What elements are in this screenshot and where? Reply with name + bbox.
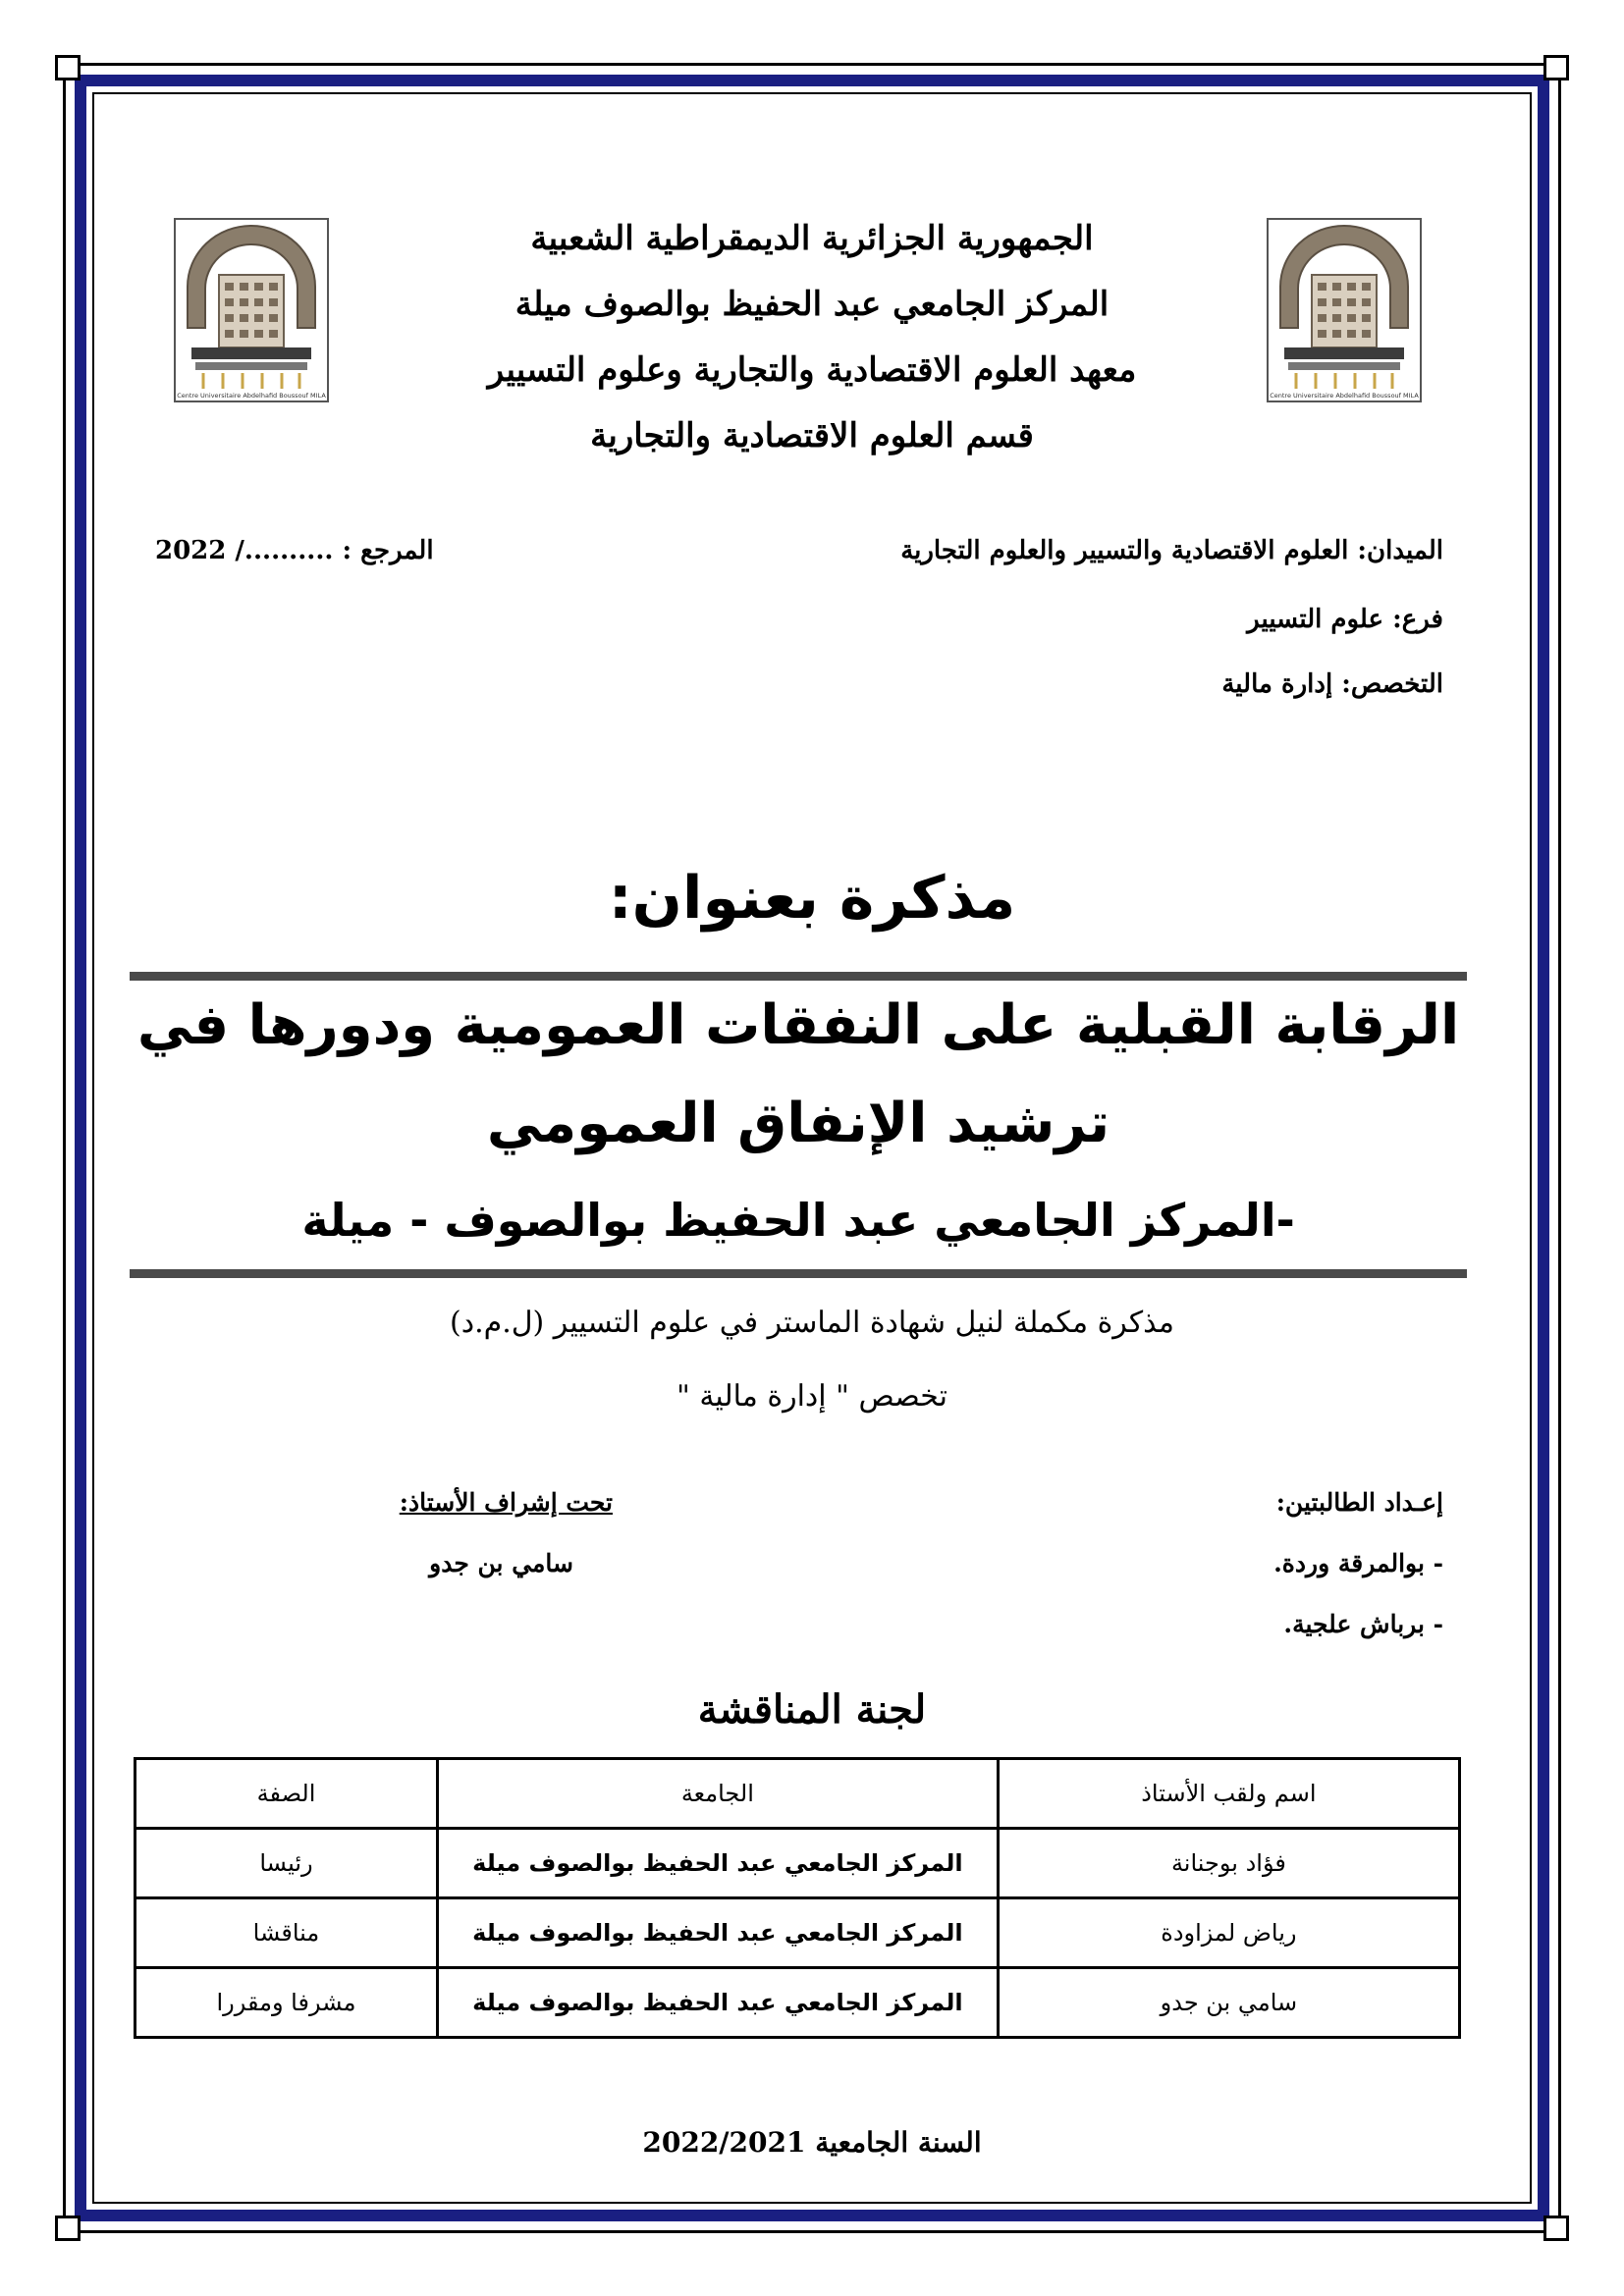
meta-specialty: التخصص: إدارة مالية xyxy=(1221,669,1443,699)
column-header-university: الجامعة xyxy=(437,1759,998,1829)
degree-description: مذكرة مكملة لنيل شهادة الماستر في علوم التسيير (ل.م.د) xyxy=(450,1306,1174,1340)
title-rule-bottom xyxy=(130,1269,1467,1278)
jury-member-name: فؤاد بوجنانة xyxy=(998,1829,1459,1898)
supervisor-name: سامي بن جدو xyxy=(429,1549,573,1577)
jury-table xyxy=(134,1757,1461,2039)
header-department: قسم العلوم الاقتصادية والتجارية xyxy=(590,416,1034,455)
column-header-name: اسم ولقب الأستاذ xyxy=(998,1759,1459,1829)
jury-table-header xyxy=(135,1759,1460,1829)
jury-member-university: المركز الجامعي عبد الحفيظ بوالصوف ميلة xyxy=(437,1829,998,1898)
meta-field: الميدان: العلوم الاقتصادية والتسيير والعلوم التجارية xyxy=(900,536,1443,565)
supervisor-heading: تحت إشراف الأستاذ: xyxy=(399,1488,613,1517)
header-republic: الجمهورية الجزائرية الديمقراطية الشعبية xyxy=(530,219,1094,258)
border-corner-bottom-left xyxy=(55,2216,81,2241)
header-institute: معهد العلوم الاقتصادية والتجارية وعلوم التسيير xyxy=(487,350,1137,390)
header-university: المركز الجامعي عبد الحفيظ بوالصوف ميلة xyxy=(514,285,1110,324)
jury-member-role: مناقشا xyxy=(135,1898,438,1968)
svg-text:Centre Universitaire Abdelhafi: Centre Universitaire Abdelhafid Boussouf MILA xyxy=(1270,392,1419,400)
memo-label: مذكرة بعنوان: xyxy=(608,864,1016,933)
svg-text:Centre Universitaire Abdelhafi: Centre Universitaire Abdelhafid Boussouf MILA xyxy=(177,392,326,400)
border-corner-bottom-right xyxy=(1543,2216,1569,2241)
thesis-title-line-1: الرقابة القبلية على النفقات العمومية ودورها في xyxy=(136,993,1460,1057)
table-row xyxy=(135,1829,1460,1898)
student-name: - برباش علجية. xyxy=(1283,1610,1443,1638)
jury-member-name: سامي بن جدو xyxy=(998,1968,1459,2038)
border-corner-top-right xyxy=(1543,55,1569,80)
jury-member-university: المركز الجامعي عبد الحفيظ بوالصوف ميلة xyxy=(437,1898,998,1968)
border-corner-top-left xyxy=(55,55,81,80)
student-name: - بوالمرقة وردة. xyxy=(1273,1549,1443,1577)
specialty-description: تخصص " إدارة مالية " xyxy=(677,1379,947,1414)
thesis-title-line-2: ترشيد الإنفاق العمومي xyxy=(486,1092,1110,1155)
column-header-role: الصفة xyxy=(135,1759,438,1829)
jury-member-role: رئيسا xyxy=(135,1829,438,1898)
table-row xyxy=(135,1968,1460,2038)
title-rule-top xyxy=(130,972,1467,981)
jury-title: لجنة المناقشة xyxy=(697,1686,927,1733)
academic-year: السنة الجامعية 2022/2021 xyxy=(642,2126,982,2159)
jury-member-university: المركز الجامعي عبد الحفيظ بوالصوف ميلة xyxy=(437,1968,998,2038)
students-heading: إعـداد الطالبتين: xyxy=(1275,1488,1443,1517)
meta-reference: المرجع : ........../ 2022 xyxy=(155,536,434,565)
meta-branch: فرع: علوم التسيير xyxy=(1247,605,1443,634)
jury-member-name: رياض لمزاودة xyxy=(998,1898,1459,1968)
institution-header xyxy=(373,206,1251,469)
university-logo-left xyxy=(174,218,329,402)
case-study-subtitle: -المركز الجامعي عبد الحفيظ بوالصوف - ميلة xyxy=(301,1194,1295,1247)
table-row xyxy=(135,1898,1460,1968)
university-logo-right xyxy=(1267,218,1422,402)
jury-member-role: مشرفا ومقررا xyxy=(135,1968,438,2038)
